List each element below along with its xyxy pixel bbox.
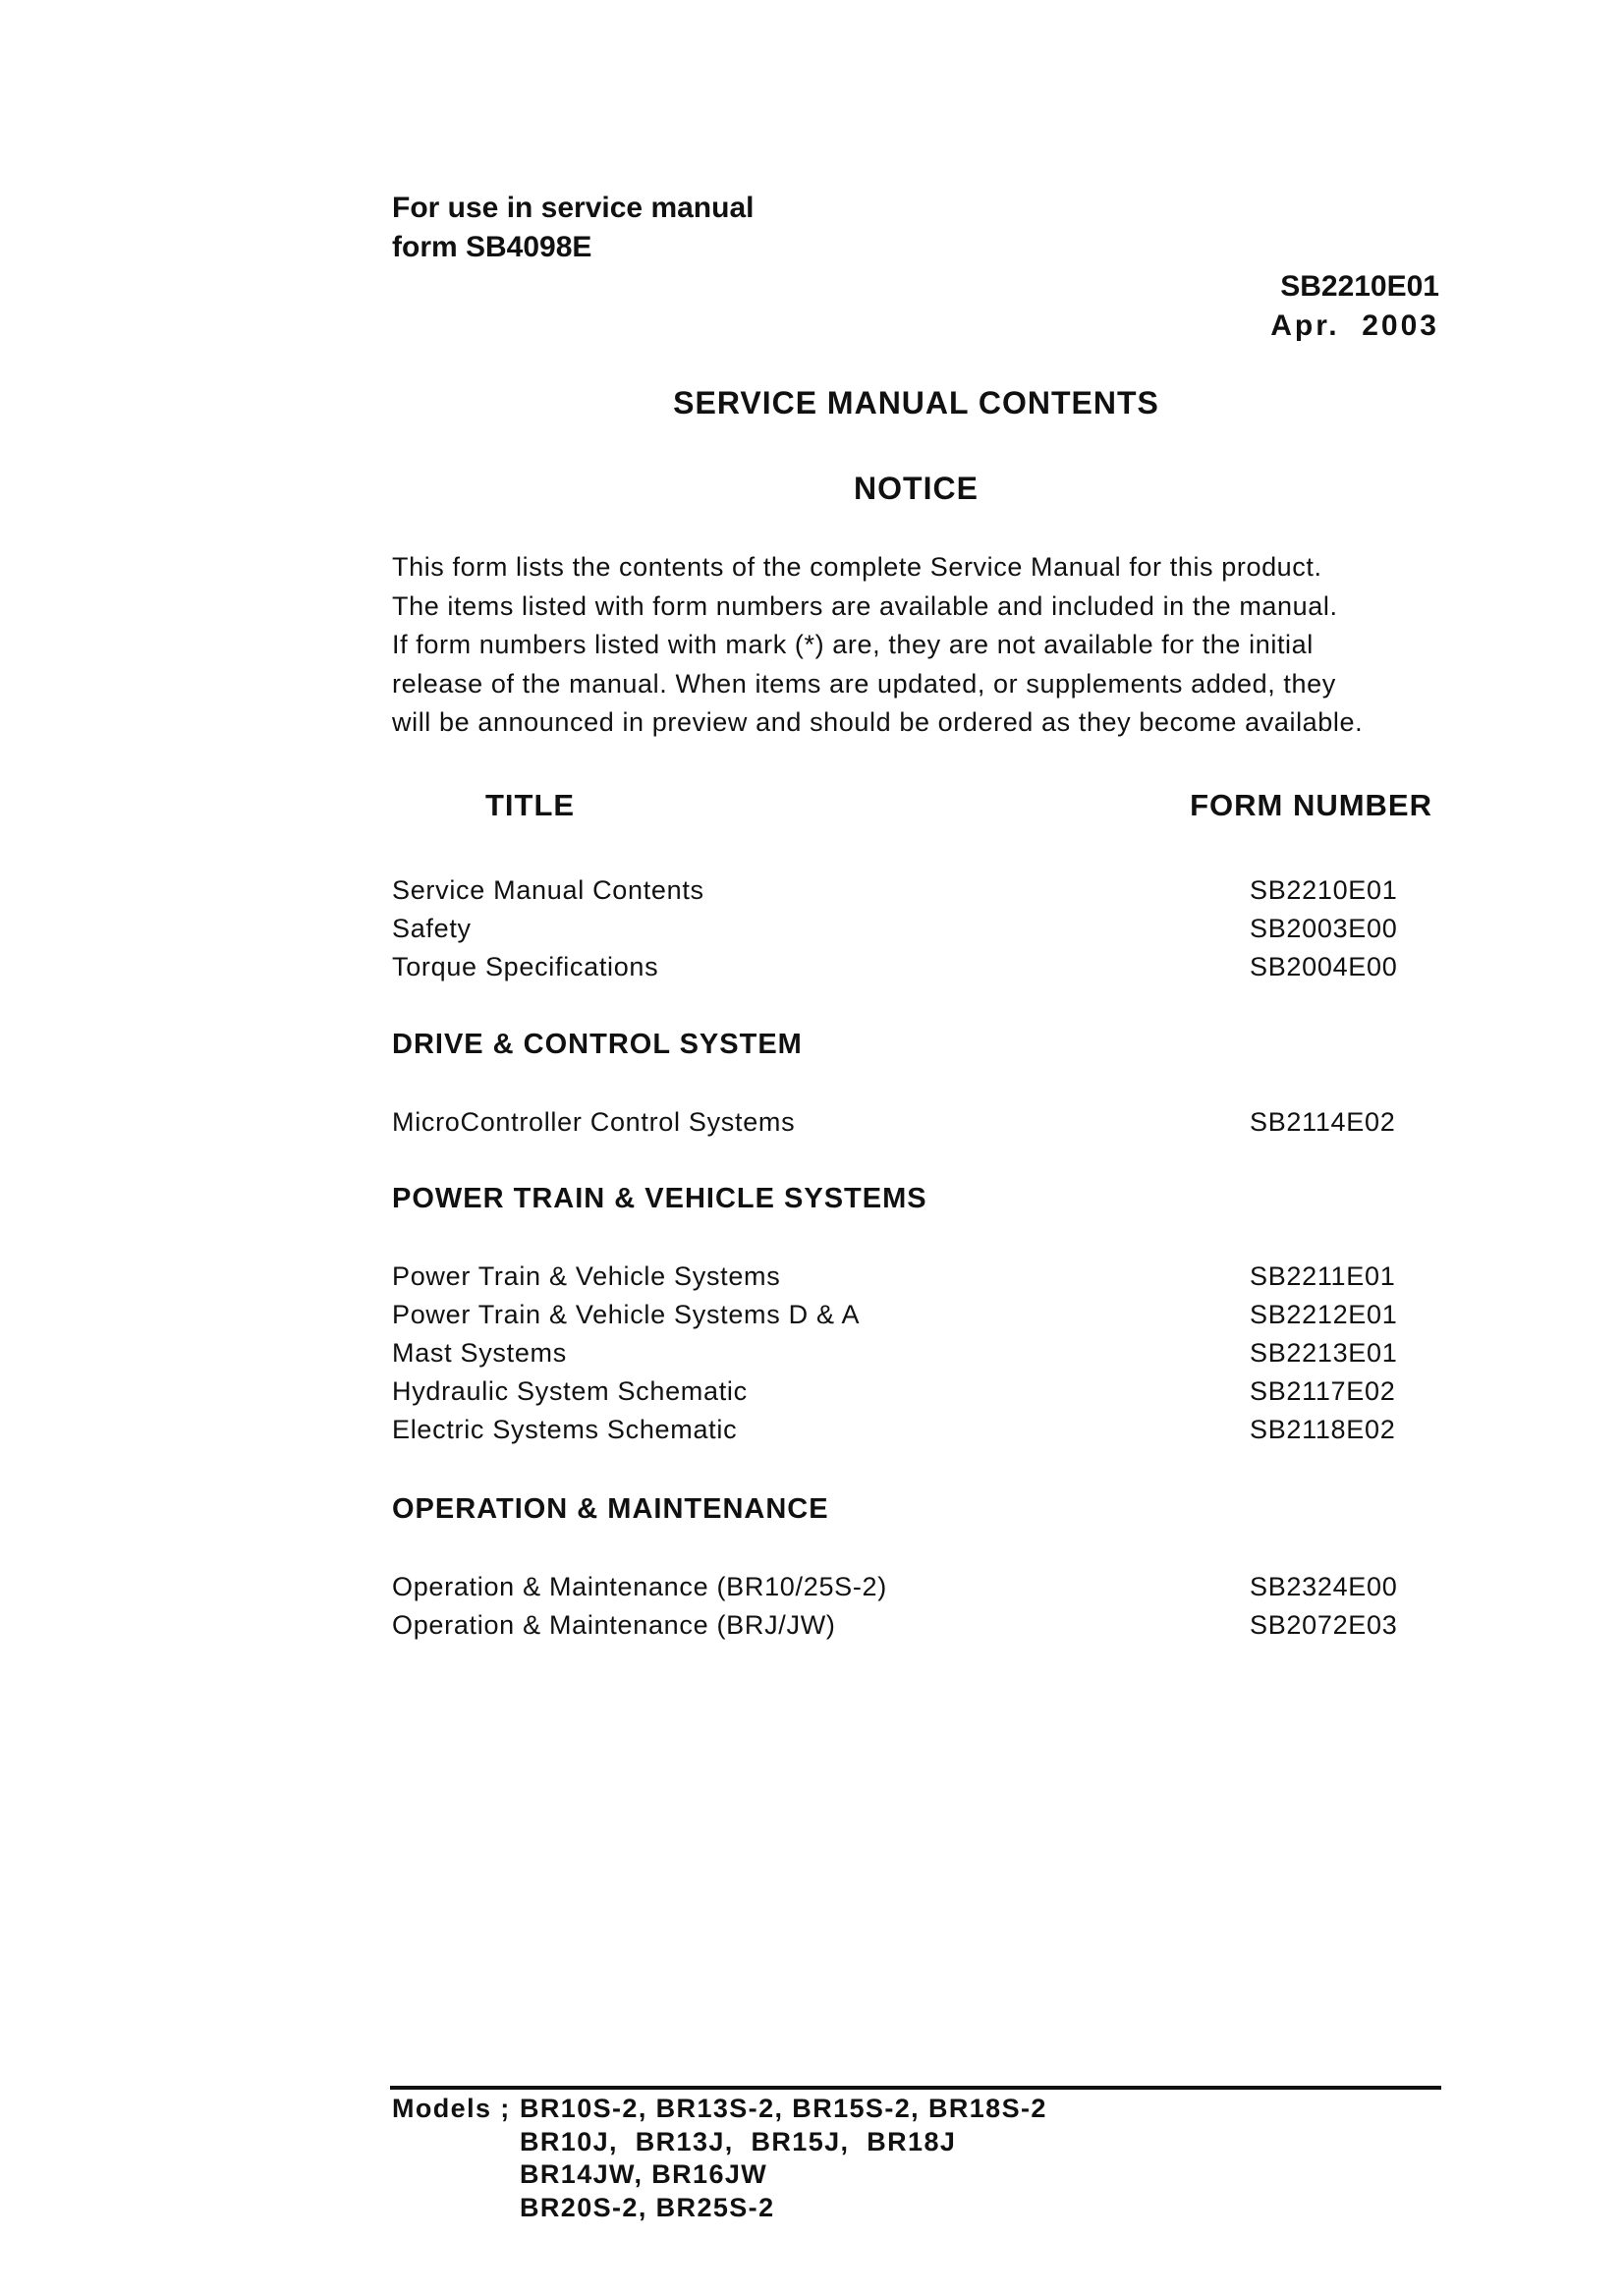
notice-line: will be announced in preview and should be ordered as they become available. <box>392 707 1364 737</box>
row-form-number: SB2213E01 <box>1250 1338 1398 1368</box>
notice-line: The items listed with form numbers are available and included in the manual. <box>392 590 1338 621</box>
row-form-number: SB2072E03 <box>1250 1610 1398 1640</box>
use-note-line-2: form SB4098E <box>392 231 592 263</box>
notice-line: This form lists the contents of the complete Service Manual for this product. <box>392 552 1322 582</box>
document-date: Apr. 2003 <box>1270 309 1439 342</box>
row-form-number: SB2003E00 <box>1250 914 1398 943</box>
row-form-number: SB2114E02 <box>1250 1107 1396 1137</box>
document-reference <box>1270 267 1439 346</box>
section-heading-power-train: POWER TRAIN & VEHICLE SYSTEMS <box>392 1183 927 1214</box>
row-title: Hydraulic System Schematic <box>392 1376 748 1406</box>
notice-line: release of the manual. When items are updated, or supplements added, they <box>392 668 1336 699</box>
document-number: SB2210E01 <box>1280 270 1439 303</box>
models-line: BR20S-2, BR25S-2 <box>520 2192 775 2222</box>
footer-divider <box>390 2086 1441 2090</box>
row-form-number: SB2004E00 <box>1250 952 1398 981</box>
notice-line: If form numbers listed with mark (*) are, they are not available for the initial <box>392 630 1314 659</box>
row-form-number: SB2212E01 <box>1250 1300 1398 1329</box>
models-line: BR10S-2, BR13S-2, BR15S-2, BR18S-2 <box>520 2094 1047 2123</box>
models-line: BR14JW, BR16JW <box>520 2159 768 2189</box>
service-manual-reference <box>392 189 754 267</box>
row-title: MicroController Control Systems <box>392 1107 796 1137</box>
models-line: BR10J, BR13J, BR15J, BR18J <box>520 2126 957 2156</box>
row-form-number: SB2117E02 <box>1250 1376 1396 1406</box>
title-column-header: TITLE <box>485 788 576 822</box>
row-title: Torque Specifications <box>392 952 659 981</box>
section-heading-drive-control: DRIVE & CONTROL SYSTEM <box>392 1029 803 1060</box>
models-label: Models ; <box>392 2094 511 2123</box>
notice-heading: NOTICE <box>854 471 979 506</box>
section-heading-operation-maintenance: OPERATION & MAINTENANCE <box>392 1493 829 1525</box>
row-form-number: SB2211E01 <box>1250 1261 1396 1291</box>
row-title: Power Train & Vehicle Systems D & A <box>392 1300 861 1329</box>
row-title: Electric Systems Schematic <box>392 1415 738 1444</box>
form-number-column-header: FORM NUMBER <box>1190 788 1432 822</box>
row-title: Power Train & Vehicle Systems <box>392 1261 781 1291</box>
row-title: Safety <box>392 914 472 943</box>
page-title: SERVICE MANUAL CONTENTS <box>673 385 1159 420</box>
notice-text <box>392 548 1453 743</box>
row-title: Operation & Maintenance (BR10/25S-2) <box>392 1572 887 1601</box>
row-title: Operation & Maintenance (BRJ/JW) <box>392 1610 836 1640</box>
use-note-line-1: For use in service manual <box>392 192 755 224</box>
row-form-number: SB2118E02 <box>1250 1415 1396 1444</box>
row-form-number: SB2210E01 <box>1250 875 1398 905</box>
row-form-number: SB2324E00 <box>1250 1572 1398 1601</box>
row-title: Mast Systems <box>392 1338 567 1368</box>
row-title: Service Manual Contents <box>392 875 704 905</box>
